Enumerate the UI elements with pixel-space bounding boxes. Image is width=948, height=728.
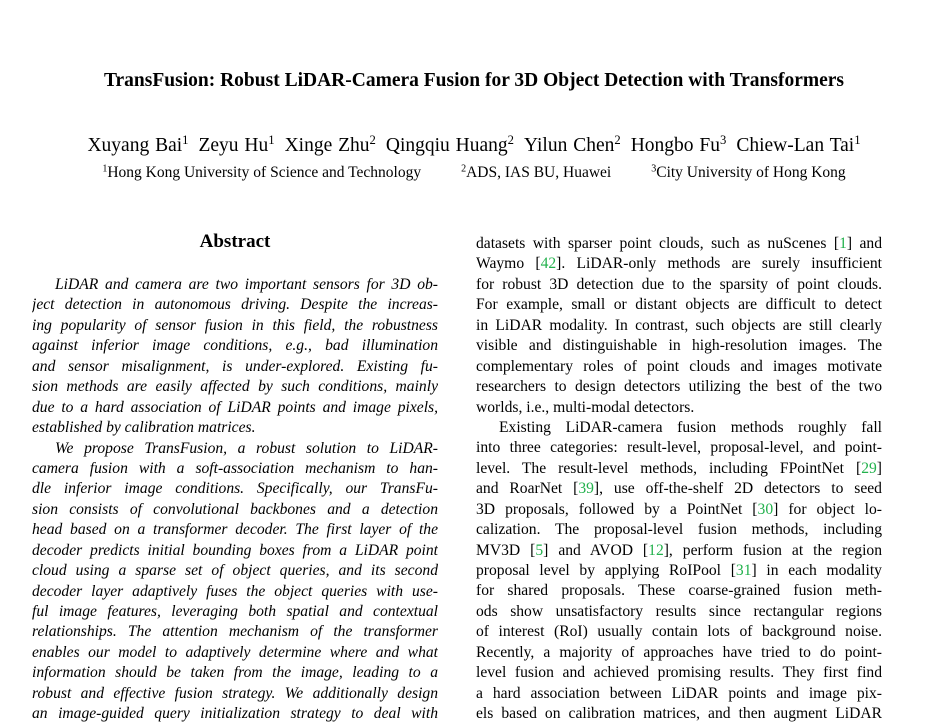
text-line	[476, 336, 882, 356]
text-segment: in LiDAR modality. In contrast, such objects are still clearly	[476, 316, 882, 334]
text-segment: for robust 3D detection due to the sparsity of point clouds.	[476, 275, 882, 293]
citation-link: 31	[735, 562, 752, 579]
text-segment: ] and AVOD [	[543, 541, 649, 559]
text-line	[476, 561, 882, 581]
text-line	[476, 479, 882, 499]
text-segment: researchers to design detectors utilizing the best of the two	[476, 378, 882, 396]
text-line: sion methods are easily affected by such conditions, mainly	[32, 378, 438, 396]
affiliation	[461, 164, 611, 181]
text-line	[476, 398, 882, 418]
text-line: ject detection in autonomous driving. Despite the increas-	[32, 296, 438, 314]
text-line	[476, 643, 882, 663]
author	[736, 135, 860, 156]
text-line	[476, 316, 882, 336]
citation-link: 30	[757, 500, 774, 518]
text-line	[476, 684, 882, 704]
text-line: dle inferior image conditions. Specifically, our TransFu-	[32, 480, 438, 498]
author	[386, 135, 514, 156]
text-line: information should be taken from the image, leading to a	[32, 664, 438, 682]
text-line	[476, 418, 882, 438]
text-line	[476, 622, 882, 642]
text-line: decoder layer adaptively fuses the object queries with use-	[32, 582, 438, 600]
text-line: cloud using a sparse set of object queries, and its second	[32, 562, 438, 580]
author	[631, 135, 727, 156]
text-segment: Waymo [	[476, 255, 541, 273]
citation-link: 12	[648, 541, 664, 559]
text-line: decoder predicts initial bounding boxes from a LiDAR point	[32, 541, 438, 559]
text-line: enables our model to adaptively determine where and what	[32, 643, 438, 661]
text-line	[476, 438, 882, 458]
text-line: sion consists of convolutional backbones and a detection	[32, 500, 438, 518]
text-line	[476, 377, 882, 397]
text-line: relationships. The attention mechanism of the transformer	[32, 623, 438, 641]
author-name: Chiew-Lan Tai	[736, 135, 855, 156]
affiliation-mark: 3	[720, 133, 727, 148]
text-line	[476, 704, 882, 724]
text-line	[476, 541, 882, 561]
affiliation-mark: 2	[461, 163, 467, 175]
affiliation	[102, 164, 421, 181]
text-segment: into three categories: result-level, proposal-level, and point-	[476, 439, 882, 457]
affiliation-mark: 2	[369, 133, 376, 148]
author-name: Qingqiu Huang	[385, 135, 508, 156]
text-segment: For example, small or distant objects are difficult to detect	[476, 296, 882, 314]
text-line	[476, 357, 882, 377]
text-segment: of interest (RoI) usually contain lots of background noise.	[476, 623, 882, 641]
text-segment: calization. The proposal-level fusion methods, including	[476, 521, 882, 539]
affiliation-name: ADS, IAS BU, Huawei	[466, 164, 612, 181]
text-line: robust and effective fusion strategy. We additionally design	[32, 684, 438, 702]
text-line: LiDAR and camera are two important sensors for 3D ob-	[55, 276, 438, 293]
author-name: Yilun Chen	[523, 135, 615, 156]
text-line: established by calibration matrices.	[32, 419, 256, 437]
text-line	[476, 581, 882, 601]
text-line: an image-guided query initialization strategy to deal with	[32, 705, 438, 723]
text-line: ing popularity of sensor fusion in this field, the robustness	[32, 316, 438, 334]
text-segment: level fusion and achieved promising results. They first find	[476, 664, 882, 682]
author-list	[0, 135, 948, 157]
text-line: head based on a transformer decoder. The first layer of the	[32, 521, 438, 539]
author-name: Xuyang Bai	[87, 135, 183, 156]
author	[285, 135, 376, 156]
text-segment: level. The result-level methods, including FPointNet [	[476, 459, 862, 477]
affiliation	[651, 164, 845, 181]
citation-link: 42	[540, 255, 557, 273]
text-segment: ]. LiDAR-only methods are surely insufficient	[556, 255, 882, 273]
citation-link: 29	[861, 459, 877, 477]
text-line: We propose TransFusion, a robust solution to LiDAR-	[55, 439, 438, 457]
author-name: Hongbo Fu	[630, 135, 721, 156]
text-line: ful image features, leveraging both spatial and contextual	[32, 603, 438, 620]
text-line	[476, 295, 882, 315]
text-segment: worlds, i.e., multi-modal detectors.	[476, 398, 695, 416]
citation-link: 39	[578, 480, 594, 498]
text-line	[476, 234, 882, 254]
text-segment: ods show unsatisfactory results since rectangular regions	[476, 602, 882, 620]
affiliation-list	[0, 164, 948, 182]
author	[524, 135, 621, 156]
text-segment: datasets with sparser point clouds, such as nuScenes [	[476, 235, 840, 252]
text-line	[476, 459, 882, 479]
affiliation-mark: 1	[268, 133, 275, 148]
text-line: camera fusion with a soft-association mechanism to han-	[32, 459, 438, 477]
text-segment: els based on calibration matrices, and then augment LiDAR	[476, 705, 882, 723]
affiliation-mark: 2	[507, 133, 514, 148]
citation-link: 1	[839, 235, 847, 252]
abstract-body	[32, 275, 438, 725]
text-segment: ]	[876, 459, 882, 477]
text-segment: Recently, a majority of approaches have tried to do point-	[476, 643, 882, 661]
affiliation-name: Hong Kong University of Science and Technology	[107, 164, 422, 181]
text-segment: proposal level by applying RoIPool [	[476, 562, 736, 579]
text-line	[476, 275, 882, 295]
affiliation-mark: 2	[614, 133, 621, 148]
text-line	[476, 520, 882, 540]
affiliation-mark: 3	[651, 163, 657, 175]
text-segment: ] in each modality	[751, 562, 882, 579]
text-segment: ], perform fusion at the region	[663, 541, 882, 559]
author-name: Zeyu Hu	[198, 135, 269, 156]
affiliation-mark: 1	[102, 163, 108, 175]
text-line: due to a hard association of LiDAR points and image pixels,	[32, 398, 438, 416]
text-line: against inferior image conditions, e.g., bad illumination	[32, 337, 438, 355]
paper-title: TransFusion: Robust LiDAR-Camera Fusion for 3D Object Detection with Transformers	[103, 70, 845, 91]
text-line	[476, 500, 882, 520]
affiliation-mark: 1	[182, 133, 189, 148]
text-segment: and RoarNet [	[476, 480, 579, 498]
affiliation-name: City University of Hong Kong	[656, 164, 846, 181]
text-segment: MV3D [	[476, 541, 536, 559]
author	[87, 135, 188, 156]
text-segment: complementary roles of point clouds and images motivate	[476, 357, 882, 375]
text-line	[476, 663, 882, 683]
abstract-heading: Abstract	[199, 231, 271, 252]
text-segment: 3D proposals, followed by a PointNet [	[476, 500, 758, 518]
text-segment: visible and distinguishable in high-resolution images. The	[476, 337, 882, 355]
text-line: and sensor misalignment, is under-explored. Existing fu-	[32, 357, 438, 375]
text-line	[476, 254, 882, 274]
text-segment: for shared proposals. These coarse-grained fusion meth-	[476, 582, 882, 600]
author-name: Xinge Zhu	[284, 135, 370, 156]
text-segment: ] and	[846, 235, 882, 252]
text-segment: ] for object lo-	[773, 500, 882, 518]
text-segment: ], use off-the-shelf 2D detectors to seed	[593, 480, 882, 498]
text-line	[476, 602, 882, 622]
introduction-body	[476, 234, 882, 725]
affiliation-mark: 1	[854, 133, 861, 148]
text-segment: Existing LiDAR-camera fusion methods roughly fall	[499, 418, 882, 436]
author	[198, 135, 274, 156]
text-segment: a hard association between LiDAR points and image pix-	[476, 684, 882, 702]
citation-link: 5	[535, 541, 544, 559]
